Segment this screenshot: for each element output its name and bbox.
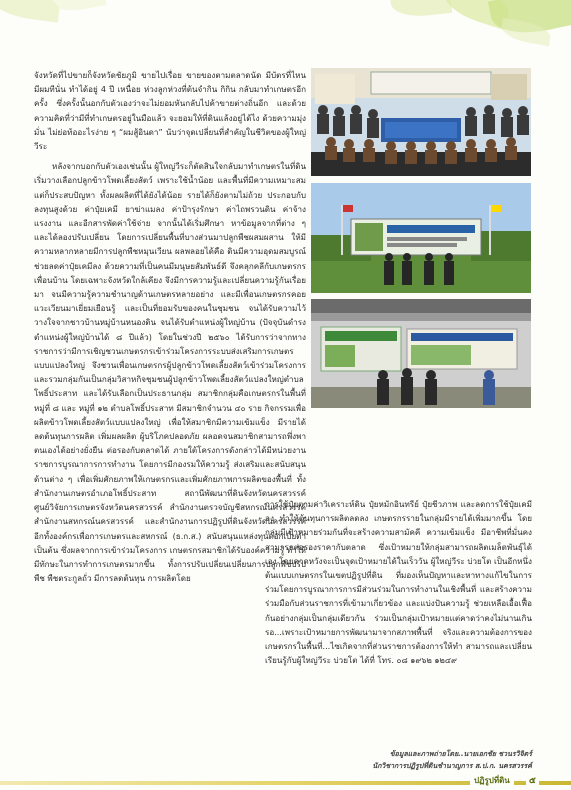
group-photo-event <box>311 68 531 176</box>
credit-line-2: นักวิชาการปฏิรูปที่ดินชำนาญการ ส.ป.ก. นครสวรรค์ <box>372 762 532 770</box>
paragraph-right: การใช้ปุ๋ยตามค่าวิเคราะห์ดิน ปุ๋ยหมักอินทรีย์ ปุ๋ยชีวภาพ และลดการใช้ปุ๋ยเคมีลง ทำให้ต้นทุนการผลิตลดลง เกษตรกรรายในกลุ่มมีรายได้เพิ่มมากขึ้น โดยกลุ่มมีเป้าหมายร่วมกันที่จะสร้างความสามัคคี ความเข้มแข็ง มีอาชีพที่มั่นคง สามารถต่อรองราคากับตลาด ซึ่งเป้าหมายให้กลุ่มสามารถผลิตเมล็ดพันธุ์ได้เอง โดยคาดหวังจะเป็นจุดเป้าหมายได้ในเร็ววัน ผู้ใหญ่วีระ บ่วยโต เป็นอีกหนึ่งต้นแบบเกษตรกรในเขตปฏิรูปที่ดิน ที่มองเห็นปัญหาและหาทางแก้ไขในการร่วมโดยการบูรณาการการมีส่วนร่วมในการทำงานในเชิงพื้นที่ และสร้างความร่วมมือกับส่วนราชการที่เข้ามาเกี่ยวข้อง และแบ่งปันความรู้ ช่วยเหลือเอื้อเฟื้อกันอย่างกลุ่มเป็นกลุ่มเดียวกัน ร่วมเป็นกลุ่มเป้าหมายแต่คาดว่าคงไม่นานเกินรอ...เพราะเป้าหมายการพัฒนามาจากสภาพพื้นที่ จริงและความต้องการของเกษตรกรในพื้นที่...ไซเกิดจากที่ส่วนราชการต้องการให้ทำ สามารถและเปลี่ยนเรียนรู้กับผู้ใหญ่วีระ บ่วยโต ได้ที่ โทร. ๐๘ ๑๙๖๒ ๑๒๔๙ <box>265 499 532 666</box>
paragraph-main: หลังจากบอกกับตัวเองเช่นนั้น ผู้ใหญ่วีระก็ตัดสินใจกลับมาทำเกษตรในที่ดิน เริ่มวางเลือกปลูกข้าวโพดเลี้ยงสัตว์ เพราะใช้น้ำน้อย และพื้นที่มีความเหมาะสม แต่ก็ประสบปัญหา ทั้งผลผลิตที่ได้ยังได้น้อย รายได้ก็ยังตามไม่ถ้วย ประกอบกับลงทุนสูงด้วย ค่าปุ๋ยเคมี ยาฆ่าแมลง ค่าป้ารุงรักษา ค่าไถพรวนดิน ค่าจ้างแรงงาน และอีกสารพัดค่าใช้จ่าย จากนั้นได้เริ่มศึกษา หาข้อมูลจากที่ต่าง ๆ และได้ลองปรับเปลี่ยน โดยการเปลี่ยนพื้นที่บางส่วนมาปลูกพืชผสมผสาน ให้มีความหลากหลายมีการปลูกพืชหมุนเวียน ผลพลอยได้คือ ดินมีความอุดมสมบูรณ์ช่วยลดค่าปุ๋ยเคมีลง ด้วยความที่เป็นคนมีมนุษยสัมพันธ์ดี จึงคลุกคลีกับเกษตรกรเพื่อนบ้าน โดยเฉพาะจังหวัดใกล้เคียง จึงมีการความรู้และเปลี่ยนความรู้กันเรื่อยมา จนมีความรู้ความชำนาญด้านเกษตรหลายอย่าง และมีเพื่อนเกษตรกรคอยแวะเวียนมาเยี่ยมเยือนรู้ และเป็นที่ยอมรับของคนในชุมชน จนได้รับความไว้วางใจจากชาวบ้านหมู่บ้านหนองดิน จนได้รับตำแหน่งผู้ใหญ่บ้าน (ปัจจุบันดำรงตำแหน่งผู้ใหญ่บ้านได้ ๘ ปีแล้ว) โดยในช่วงปี ๒๕๖๐ ได้รับการว่าจากทางราชการว่ามีการเชิญชวนเกษตรกรเข้าร่วมโครงการระบบส่งเสริมการเกษตรแบบแปลงใหญ่ จึงชวนเพื่อนเกษตรกรผู้ปลูกข้าวโพดเลี้ยงสัตว์เข้าร่วมโครงการและรวมกลุ่มกันเป็นกลุ่มวิสาหกิจชุมชนผู้ปลูกข้าวโพดเลี้ยงสัตว์แปลงใหญ่ตำบลโพธิ์ประสาท และได้รับเลือกเป็นประธานกลุ่ม สมาชิกกลุ่มคือเกษตรกรในพื้นที่ หมู่ที่ ๘ และ หมู่ที่ ๑๒ ตำบลโพธิ์ประสาท มีสมาชิกจำนวน ๔๐ ราย กิจกรรมเพื่อผลิตข้าวโพดเลี้ยงสัตว์แบบแปลงใหญ่ เพื่อให้สมาชิกมีความเข้มแข็ง มีรายได้ ลดต้นทุนการผลิต เพิ่มผลผลิต ผู้บริโภคปลอดภัย ผลอดจนสมาชิกสามารถพึ่งพาตนเองได้อย่างยั่งยืน ต่อรองกับตลาดได้ ภายใต้โครงการดังกล่าวได้มีหน่วยงานราชการบูรณาการการทำงาน โดยการมีกองรมให้ความรู้ ส่งเสริมและสนับสนุนด้านต่าง ๆ เพื่อเพิ่มศักยภาพให้เกษตรกรและเพิ่มศักยภาพการผลิตของพื้นที่ ทั้งสำนักงานเกษตรอำเภอโพธิ์ประสาท สถานีพัฒนาที่ดินจังหวัดนครสวรรค์ ศูนย์วิจัยการเกษตรจังหวัดนครสวรรค์ สำนักงานตรวจบัญชีสหกรณ์นครสวรรค์ สำนักงานสหกรณ์นครสวรรค์ และสำนักงานการปฏิรูปที่ดินจังหวัดนครสวรรค์ อีกทั้งองค์กรเพื่อการเกษตรและสหกรณ์ (ธ.ก.ส.) สนับสนุนแหล่งทุนดอกเบี้ยต่ำเป็นต้น ซึ่งผลจากการเข้าร่วมโครงการ เกษตรกรสมาชิกได้รับองค์ความรู้ ทำให้มีทักษะในการทำการเกษตรมากขึ้น ทั้งการปรับเปลี่ยนเปลี่ยนการปลูกพืชปรับพืช พืชตระกูลถั่ว มีการลดต้นทุน การผลิตโดย <box>34 161 306 584</box>
page-number: ๕ <box>526 773 539 787</box>
footer-magazine-title: ปฏิรูปที่ดิน <box>470 774 514 787</box>
photo-men-at-shed <box>311 299 531 408</box>
leaf-decoration-top-right <box>311 0 571 60</box>
article-right-column <box>265 497 532 667</box>
page-footer <box>0 774 571 790</box>
paragraph-intro: จังหวัดที่ไปขายก็จังหวัดชัยภูมิ ขายไปเรื่อย ขายของตามตลาดนัด มีบัตรที่ไหน มีผมทีนั่น ทำได้อยู่ 4 ปี เหนื่อย ห่วงลูกห่วงที่ต้นจำกิน กิกิน กลับมาทำเกษตรอีกครั้ง ซึ่งครั้งนั้นอกกับตัวเองว่าจะไม่ยอมหันกลับไปค้าขายต่างถิ่นอีก และด้วยความคิดที่ว่ามีที่ทำเกษตรอยู่ในมือแล้ว จะยอมให้ที่ดินแล้งอยู่ได้ไง ด้วยความมุ่งมั่น ไม่ย่อท้ออะไรง่าย ๆ “ผมสู้อินดา” นับว่าจุดเปลี่ยนที่สำคัญในชีวิตของผู้ใหญ่วีระ <box>34 70 306 152</box>
leaf-decoration-top-left <box>0 0 140 40</box>
credit-line-1: ข้อมูลและภาพถ่ายโดย..นายเอกชัย ชวนรวิจิตร์ <box>389 750 532 758</box>
photo-credit <box>300 748 532 772</box>
photo-men-with-sign <box>311 183 531 293</box>
